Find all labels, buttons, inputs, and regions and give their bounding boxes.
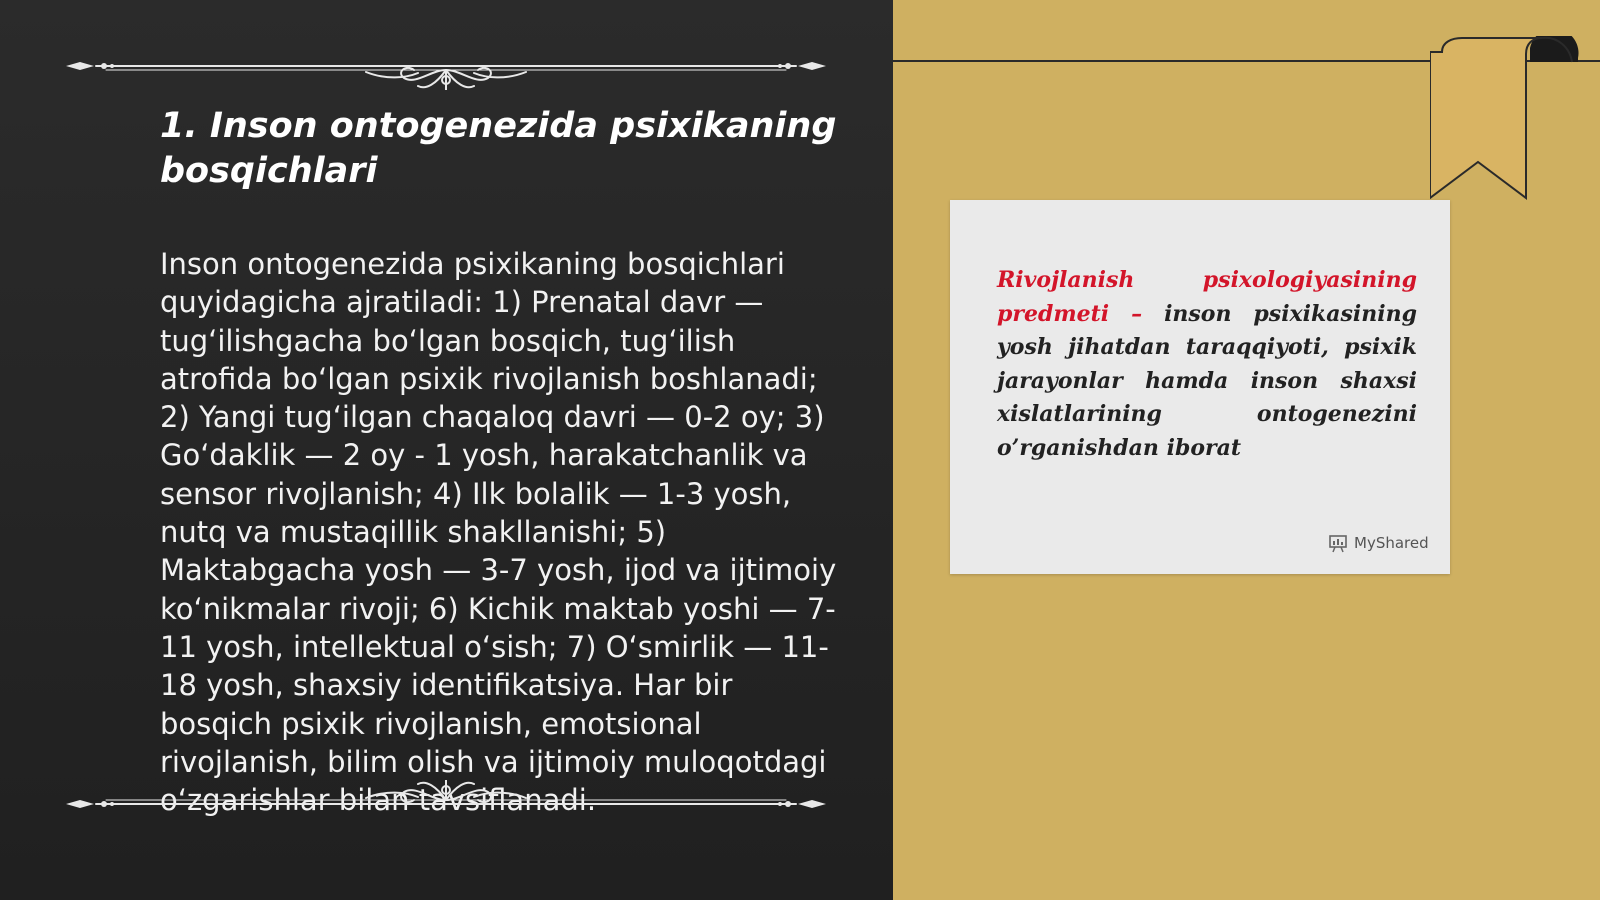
card-highlight: Rivojlanish psixologiyasining predmeti – [997,267,1417,327]
image-card [950,200,1450,574]
bookmark-ribbon-icon [1430,36,1600,206]
watermark [1328,533,1429,553]
scroll-divider-icon [66,40,826,90]
slide-body-text: Inson ontogenezida psixikaning bosqichlari quyidagicha ajratiladi: 1) Prenatal davr — tug‘ilishgacha bo‘lgan bosqich, tug‘ilish atrofida bo‘lgan psixik rivojlanish boshlanadi; 2) Yangi tug‘ilgan chaqaloq davri — 0-2 oy; 3) Go‘daklik — 2 oy - 1 yosh, harakatchanlik va sensor rivojlanish; 4) Ilk bolalik — 1-3 yosh, nutq va mustaqillik shakllanishi; 5) Maktabgacha yosh — 3-7 yosh, ijod va ijtimoiy ko‘nikmalar rivoji; 6) Kichik maktab yoshi — 7-11 yosh, intellektual o‘sish; 7) O‘smirlik — 11-18 yosh, shaxsiy identifikatsiya. Har bir bosqich psixik rivojlanish, emotsional rivojlanish, bilim olish va ijtimoiy muloqotdagi o‘zgarishlar bilan tavsiflanadi. [160,247,837,818]
card-text [997,264,1417,465]
watermark-label: MyShared [1354,534,1429,552]
card-body: inson psixikasining yosh jihatdan taraqqiyoti, psixik jarayonlar hamda inson shaxsi xislatlarining ontogenezini o’rganishdan iborat [997,300,1417,461]
scroll-divider-icon [66,780,826,830]
presentation-board-icon [1328,533,1348,553]
slide-title: 1. Inson ontogenezida psixikaning bosqichlari [160,106,837,191]
